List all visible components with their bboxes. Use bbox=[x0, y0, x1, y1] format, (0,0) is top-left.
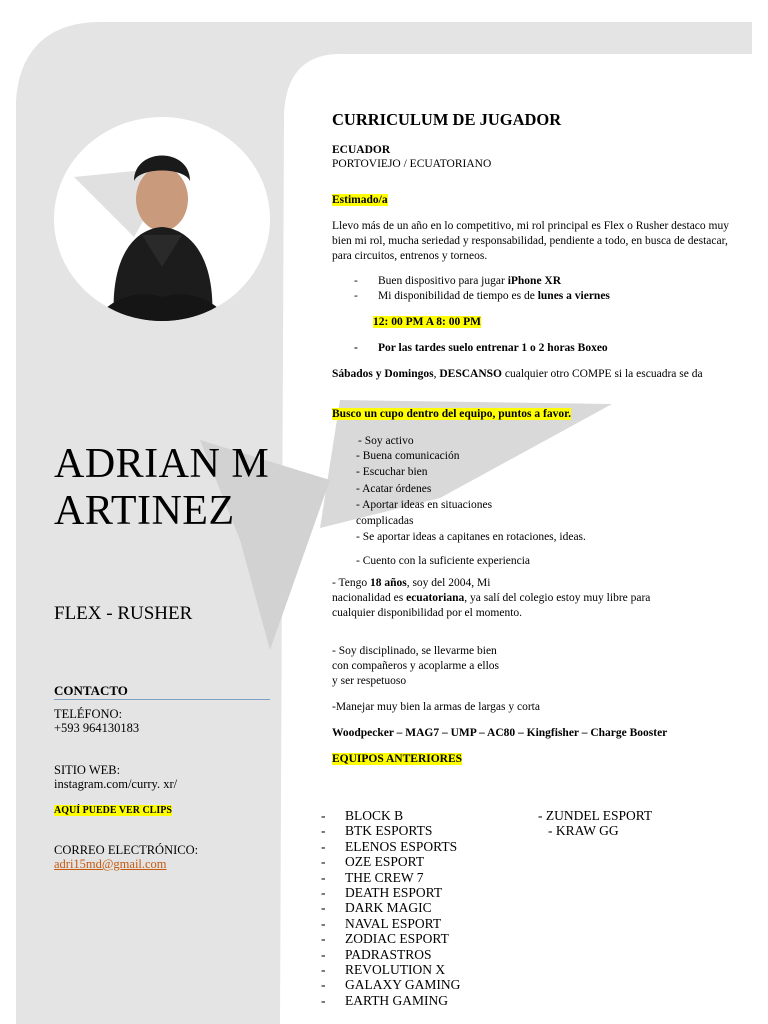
list-item: - ZODIAC ESPORT bbox=[321, 931, 449, 947]
bullet-boxing: Por las tardes suelo entrenar 1 o 2 horas Boxeo bbox=[378, 342, 608, 354]
city: PORTOVIEJO / ECUATORIANO bbox=[332, 158, 492, 170]
bullet-availability: Mi disponibilidad de tiempo es de lunes a viernes bbox=[378, 290, 610, 302]
email-wrap bbox=[54, 857, 167, 872]
quality-listening: - Escuchar bien bbox=[356, 466, 428, 478]
website-value[interactable]: instagram.com/curry. xr/ bbox=[54, 777, 178, 791]
discipline-line-3: y ser respetuoso bbox=[332, 675, 407, 687]
clips-note-wrap bbox=[54, 803, 172, 818]
discipline-line-1: - Soy disciplinado, se llevarme bien bbox=[332, 645, 497, 657]
website-label: SITIO WEB: bbox=[54, 763, 121, 777]
clips-note[interactable]: AQUÍ PUEDE VER CLIPS bbox=[54, 805, 172, 816]
quality-ideas: - Aportar ideas en situaciones bbox=[356, 499, 493, 511]
quality-captains: - Se aportar ideas a capitanes en rotaciones, ideas. bbox=[356, 531, 586, 543]
list-item: - PADRASTROS bbox=[321, 946, 432, 962]
schedule: 12: 00 PM A 8: 00 PM bbox=[373, 316, 481, 328]
quality-ideas-cont: complicadas bbox=[356, 515, 414, 527]
weapons-intro: -Manejar muy bien la armas de largas y corta bbox=[332, 701, 540, 713]
phone-label: TELÉFONO: bbox=[54, 707, 123, 721]
list-item: - KRAW GG bbox=[548, 823, 619, 839]
teams-title-wrap bbox=[332, 752, 462, 767]
list-item: - THE CREW 7 bbox=[321, 869, 424, 885]
list-item: - NAVAL ESPORT bbox=[321, 915, 442, 931]
country: ECUADOR bbox=[332, 144, 391, 156]
age-line: - Tengo 18 años, soy del 2004, Mi bbox=[332, 577, 491, 589]
bullet-dash: - bbox=[354, 342, 358, 354]
quality-orders: - Acatar órdenes bbox=[356, 483, 432, 495]
greeting: Estimado/a bbox=[332, 194, 388, 206]
teams-title: EQUIPOS ANTERIORES bbox=[332, 753, 463, 765]
list-item: - EARTH GAMING bbox=[321, 992, 449, 1008]
list-item: - ZUNDEL ESPORT bbox=[538, 808, 653, 823]
schedule-wrap bbox=[373, 315, 481, 330]
bullet-dash: - bbox=[354, 290, 358, 302]
list-item: - BLOCK B bbox=[321, 808, 404, 823]
weapons-list: Woodpecker – MAG7 – UMP – AC80 – Kingfisher – Charge Booster bbox=[332, 727, 668, 739]
contact-divider bbox=[54, 699, 270, 700]
phone-value: +593 964130183 bbox=[54, 721, 140, 735]
list-item: - BTK ESPORTS bbox=[321, 823, 433, 839]
email-label: CORREO ELECTRÓNICO: bbox=[54, 843, 199, 857]
email-link[interactable]: adri15md@gmail.com bbox=[54, 857, 167, 871]
candidate-name: ADRIAN MARTINEZ bbox=[54, 441, 270, 534]
quality-experience: - Cuento con la suficiente experiencia bbox=[356, 555, 531, 567]
teams-left-list bbox=[321, 808, 460, 1008]
bullet-dash: - bbox=[354, 275, 358, 287]
candidate-role: FLEX - RUSHER bbox=[54, 603, 193, 624]
contact-heading: CONTACTO bbox=[54, 683, 128, 698]
weekend-paragraph: Sábados y Domingos, DESCANSO cualquier otro COMPE si la escuadra se da bbox=[332, 368, 703, 380]
discipline-line-2: con compañeros y acoplarme a ellos bbox=[332, 660, 500, 672]
document-title: CURRICULUM DE JUGADOR bbox=[332, 110, 562, 129]
list-item: - DARK MAGIC bbox=[321, 900, 432, 916]
teams-right-list bbox=[538, 808, 652, 839]
search-wrap bbox=[332, 407, 571, 422]
greeting-wrap bbox=[332, 193, 388, 208]
intro-paragraph: Llevo más de un año en lo competitivo, mi rol principal es Flex o Rusher destaco muy bien mi rol, mucha seriedad y responsabilidad, pendiente a todo, en busca de destacar, para circuitos, entrenos y torneos. bbox=[332, 220, 729, 262]
quality-active: - Soy activo bbox=[358, 435, 414, 447]
bullet-device: Buen dispositivo para jugar iPhone XR bbox=[378, 275, 562, 287]
list-item: - ELENOS ESPORTS bbox=[321, 838, 458, 854]
profile-photo bbox=[54, 117, 270, 321]
search-statement: Busco un cupo dentro del equipo, puntos a favor. bbox=[332, 408, 572, 420]
list-item: - OZE ESPORT bbox=[321, 854, 425, 870]
list-item: - DEATH ESPORT bbox=[321, 885, 443, 901]
list-item: - REVOLUTION X bbox=[321, 962, 446, 978]
quality-communication: - Buena comunicación bbox=[356, 450, 460, 462]
availability-line: cualquier disponibilidad por el momento. bbox=[332, 607, 523, 619]
list-item: - GALAXY GAMING bbox=[321, 977, 461, 993]
nationality-line: nacionalidad es ecuatoriana, ya salí del colegio estoy muy libre para bbox=[332, 592, 651, 604]
